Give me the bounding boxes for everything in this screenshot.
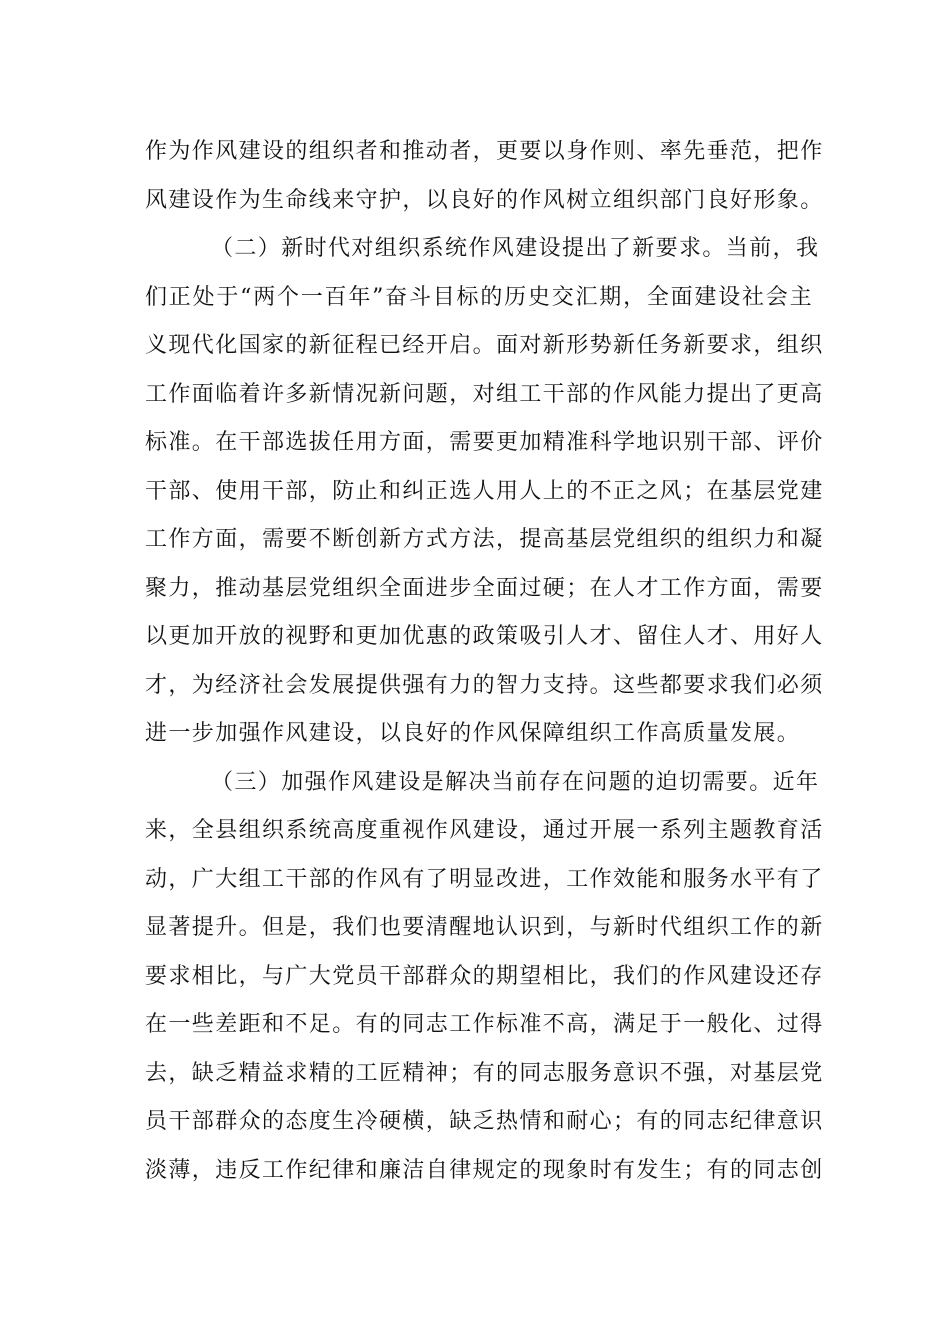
paragraph-3-line-6: 在一些差距和不足。有的同志工作标准不高，满足于一般化、过得 bbox=[145, 1012, 824, 1037]
paragraph-3-line-1: （三）加强作风建设是解决当前存在问题的迫切需要。近年 bbox=[211, 769, 820, 795]
paragraph-2-line-4: 工作面临着许多新情况新问题，对组工干部的作风能力提出了更高 bbox=[145, 381, 824, 407]
paragraph-1-line-2: 风建设作为生命线来守护，以良好的作风树立组织部门良好形象。 bbox=[145, 187, 824, 213]
paragraph-3-line-7: 去，缺乏精益求精的工匠精神；有的同志服务意识不强，对基层党 bbox=[145, 1060, 824, 1086]
document-body bbox=[145, 128, 824, 1195]
paragraph-3-line-5: 要求相比，与广大党员干部群众的期望相比，我们的作风建设还存 bbox=[145, 963, 824, 989]
paragraph-3-line-8: 员干部群众的态度生冷硬横，缺乏热情和耐心；有的同志纪律意识 bbox=[145, 1109, 824, 1134]
paragraph-2-line-1: （二）新时代对组织系统作风建设提出了新要求。当前，我 bbox=[211, 236, 820, 261]
paragraph-2-line-9: 以更加开放的视野和更加优惠的政策吸引人才、留住人才、用好人 bbox=[145, 624, 824, 649]
paragraph-2-line-7: 工作方面，需要不断创新方式方法，提高基层党组织的组织力和凝 bbox=[145, 527, 824, 552]
paragraph-2-line-3: 义现代化国家的新征程已经开启。面对新形势新任务新要求，组织 bbox=[145, 333, 824, 358]
paragraph-2-line-5: 标准。在干部选拔任用方面，需要更加精准科学地识别干部、评价 bbox=[145, 430, 824, 455]
paragraph-3-line-3: 动，广大组工干部的作风有了明显改进，工作效能和服务水平有了 bbox=[145, 866, 824, 892]
paragraph-3-line-4: 显著提升。但是，我们也要清醒地认识到，与新时代组织工作的新 bbox=[145, 915, 824, 940]
paragraph-3-line-9: 淡薄，违反工作纪律和廉洁自律规定的现象时有发生；有的同志创 bbox=[145, 1157, 824, 1183]
paragraph-2-line-11: 进一步加强作风建设，以良好的作风保障组织工作高质量发展。 bbox=[145, 721, 801, 746]
paragraph-2-line-6: 干部、使用干部，防止和纠正选人用人上的不正之风；在基层党建 bbox=[145, 478, 824, 504]
paragraph-3-line-2: 来，全县组织系统高度重视作风建设，通过开展一系列主题教育活 bbox=[145, 818, 824, 843]
paragraph-2-line-10: 才，为经济社会发展提供强有力的智力支持。这些都要求我们必须 bbox=[145, 672, 824, 698]
paragraph-2-line-2: 们正处于“两个一百年”奋斗目标的历史交汇期，全面建设社会主 bbox=[145, 284, 813, 310]
paragraph-2-line-8: 聚力，推动基层党组织全面进步全面过硬；在人才工作方面，需要 bbox=[145, 575, 824, 601]
paragraph-1-line-1: 作为作风建设的组织者和推动者，更要以身作则、率先垂范，把作 bbox=[145, 139, 824, 164]
